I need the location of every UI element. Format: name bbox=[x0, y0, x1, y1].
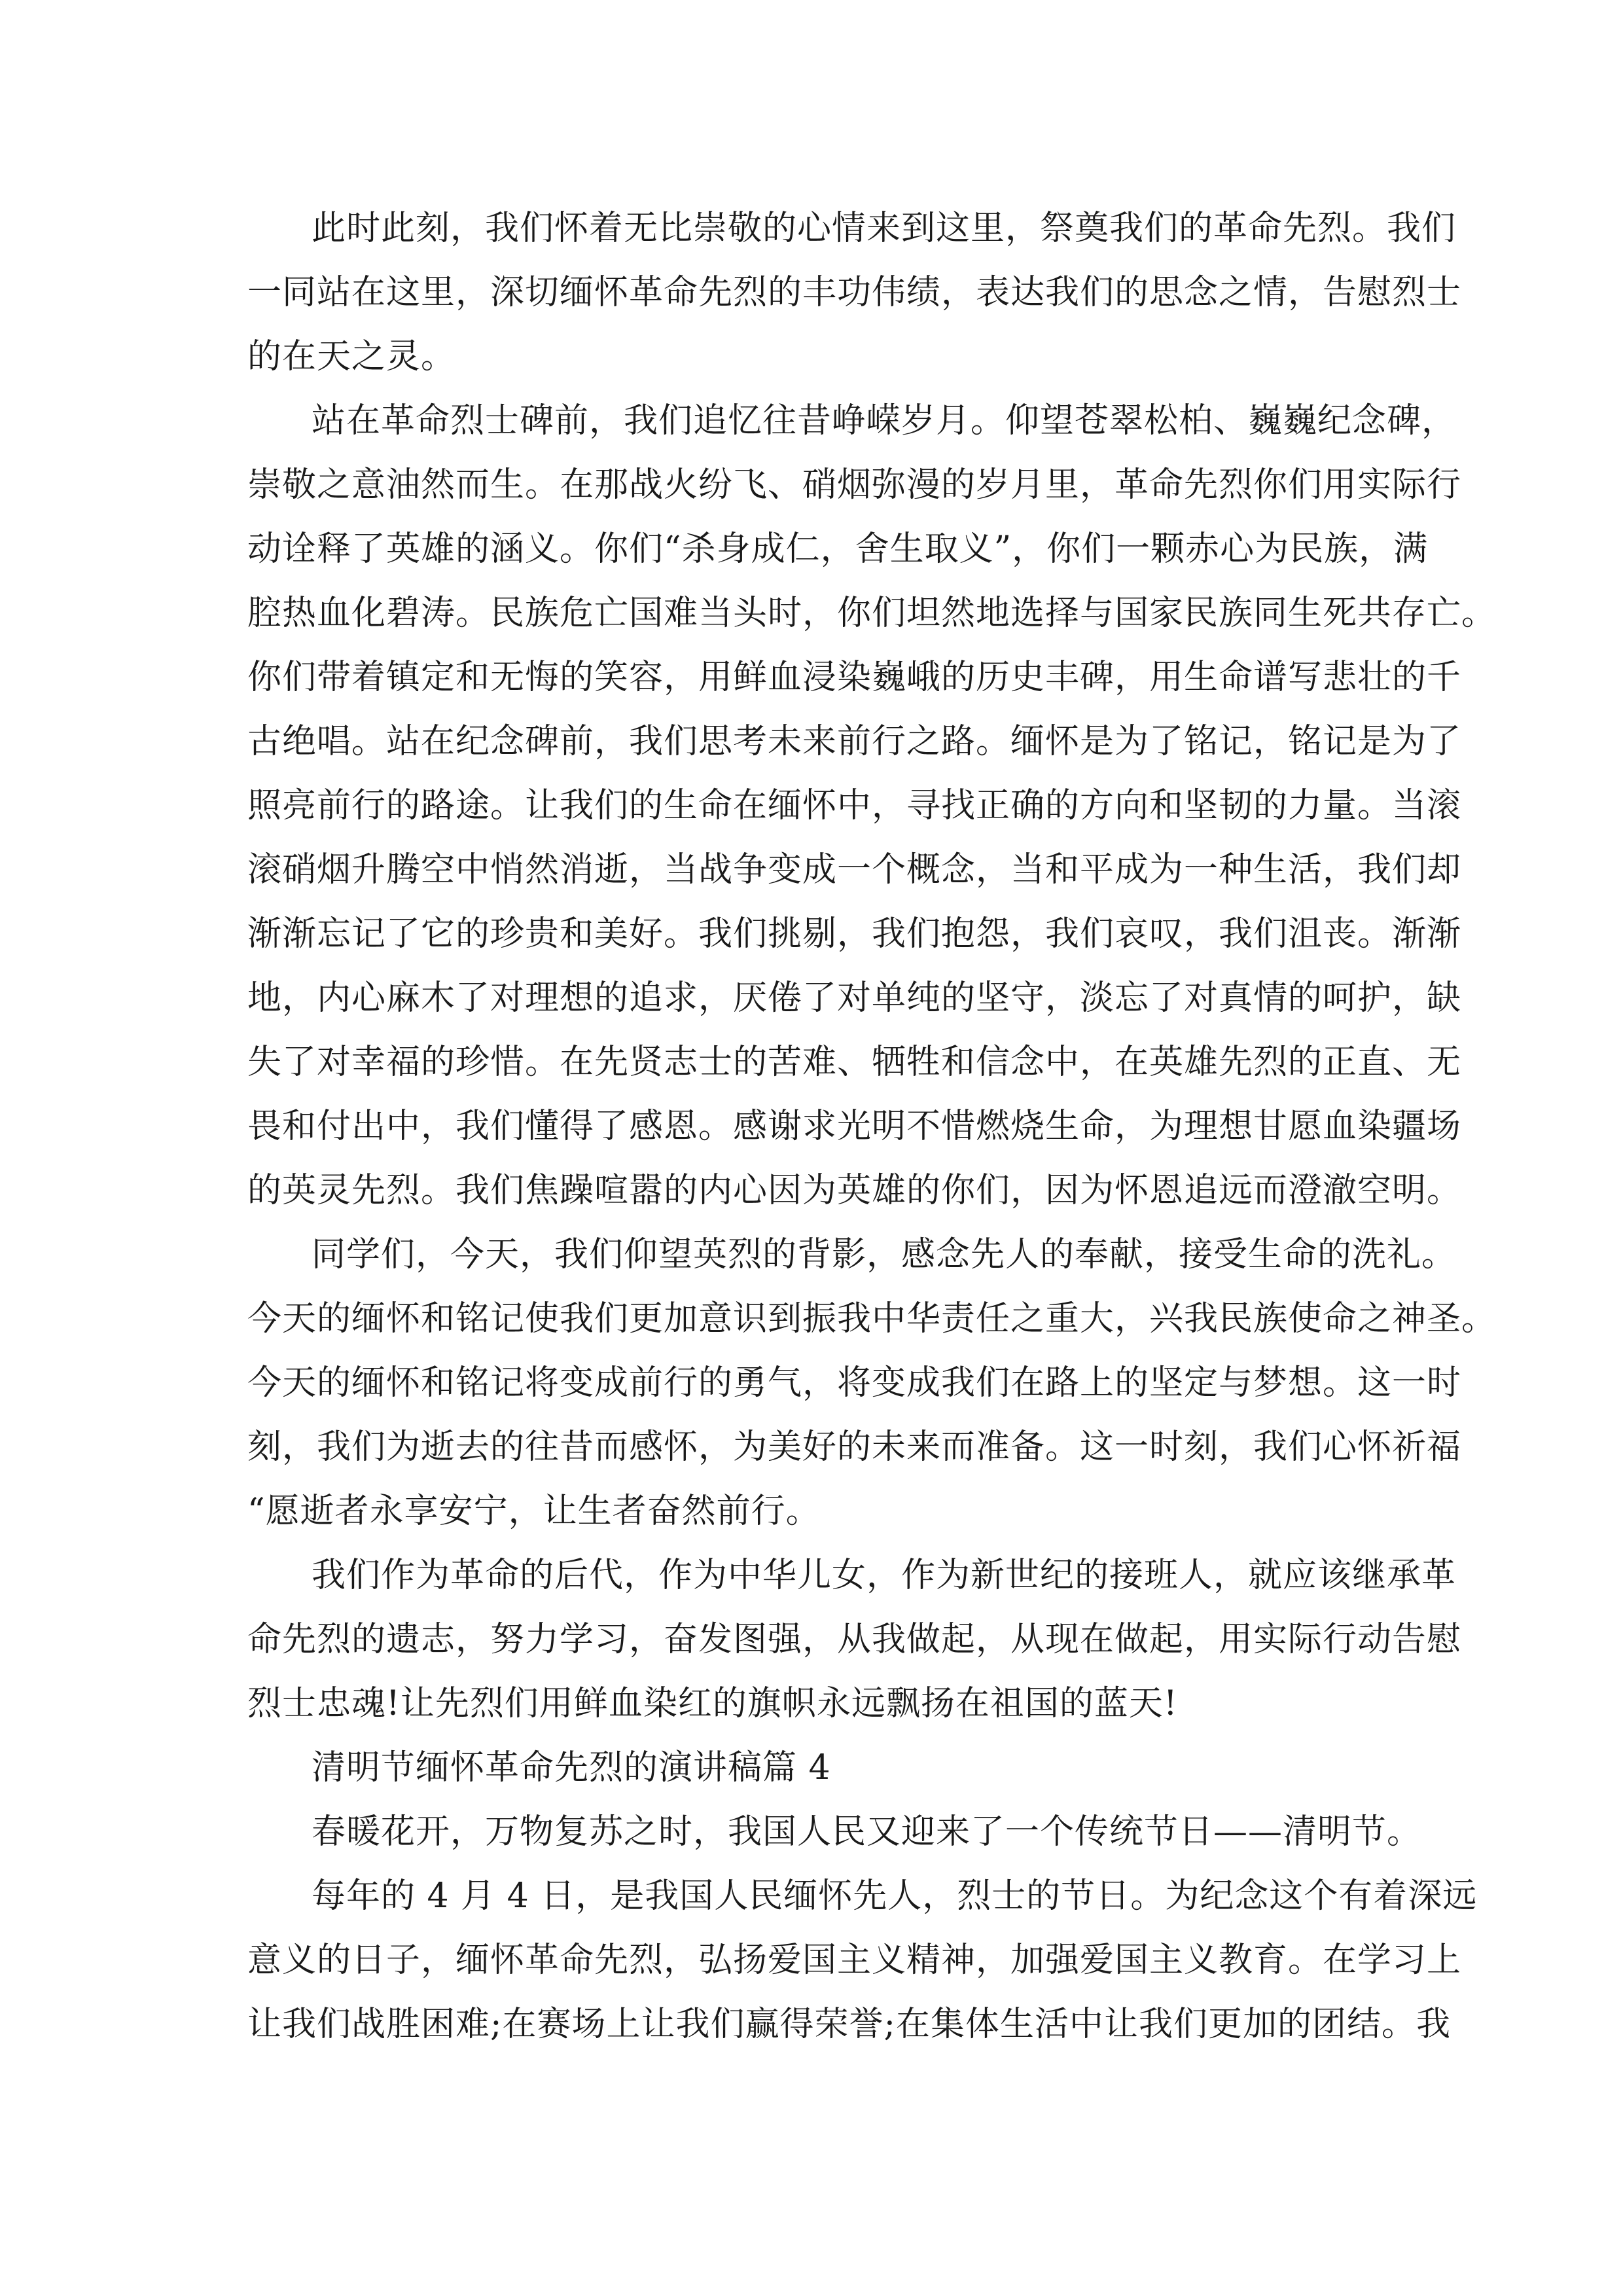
text-line: 让我们战胜困难;在赛场上让我们赢得荣誉;在集体生活中让我们更加的团结。我 bbox=[247, 2005, 1452, 2044]
text-line: 一同站在这里，深切缅怀革命先烈的丰功伟绩，表达我们的思念之情，告慰烈士 bbox=[247, 273, 1462, 312]
text-line: 刻，我们为逝去的往昔而感怀，为美好的未来而准备。这一时刻，我们心怀祈福 bbox=[247, 1427, 1462, 1467]
paragraph bbox=[247, 1800, 1422, 1864]
text-line: 地，内心麻木了对理想的追求，厌倦了对单纯的坚守，淡忘了对真情的呵护，缺 bbox=[247, 978, 1462, 1018]
paragraph bbox=[247, 389, 1497, 1223]
text-line: 今天的缅怀和铭记使我们更加意识到振我中华责任之重大，兴我民族使命之神圣。 bbox=[247, 1299, 1497, 1338]
text-line: 每年的 4 月 4 日，是我国人民缅怀先人，烈士的节日。为纪念这个有着深远 bbox=[312, 1876, 1478, 1916]
text-line: 腔热血化碧涛。民族危亡国难当头时，你们坦然地选择与国家民族同生死共存亡。 bbox=[247, 594, 1497, 633]
text-line: 照亮前行的路途。让我们的生命在缅怀中，寻找正确的方向和坚韧的力量。当滚 bbox=[247, 786, 1462, 825]
text-line: 的英灵先烈。我们焦躁喧嚣的内心因为英雄的你们，因为怀恩追远而澄澈空明。 bbox=[247, 1171, 1462, 1210]
text-line: 同学们，今天，我们仰望英烈的背影，感念先人的奉献，接受生命的洗礼。 bbox=[312, 1235, 1457, 1274]
text-line: 你们带着镇定和无悔的笑容，用鲜血浸染巍峨的历史丰碑，用生命谱写悲壮的千 bbox=[247, 658, 1462, 697]
text-line: 我们作为革命的后代，作为中华儿女，作为新世纪的接班人，就应该继承革 bbox=[312, 1556, 1457, 1595]
text-line: 此时此刻，我们怀着无比崇敬的心情来到这里，祭奠我们的革命先烈。我们 bbox=[312, 209, 1457, 248]
text-line: 今天的缅怀和铭记将变成前行的勇气，将变成我们在路上的坚定与梦想。这一时 bbox=[247, 1363, 1462, 1403]
text-line: 失了对幸福的珍惜。在先贤志士的苦难、牺牲和信念中，在英雄先烈的正直、无 bbox=[247, 1043, 1462, 1082]
text-line: 畏和付出中，我们懂得了感恩。感谢求光明不惜燃烧生命，为理想甘愿血染疆场 bbox=[247, 1107, 1462, 1146]
text-line: 站在革命烈士碑前，我们追忆往昔峥嵘岁月。仰望苍翠松柏、巍巍纪念碑， bbox=[312, 401, 1457, 440]
text-line: 滚硝烟升腾空中悄然消逝，当战争变成一个概念，当和平成为一种生活，我们却 bbox=[247, 850, 1462, 889]
paragraph bbox=[247, 196, 1462, 389]
paragraph bbox=[247, 1223, 1497, 1543]
text-line: 的在天之灵。 bbox=[247, 337, 456, 376]
text-line: 烈士忠魂!让先烈们用鲜血染红的旗帜永远飘扬在祖国的蓝天! bbox=[247, 1684, 1178, 1723]
paragraph bbox=[247, 1543, 1462, 1736]
text-line: 动诠释了英雄的涵义。你们“杀身成仁，舍生取义”，你们一颗赤心为民族，满 bbox=[247, 529, 1429, 569]
paragraph bbox=[247, 1864, 1478, 2056]
text-line: 意义的日子，缅怀革命先烈，弘扬爱国主义精神，加强爱国主义教育。在学习上 bbox=[247, 1941, 1462, 1980]
text-line: 命先烈的遗志，努力学习，奋发图强，从我做起，从现在做起，用实际行动告慰 bbox=[247, 1620, 1462, 1659]
document-body bbox=[247, 196, 1497, 2056]
heading-text: 清明节缅怀革命先烈的演讲稿篇 4 bbox=[312, 1748, 831, 1787]
section-heading bbox=[247, 1736, 1386, 1800]
text-line: 崇敬之意油然而生。在那战火纷飞、硝烟弥漫的岁月里，革命先烈你们用实际行 bbox=[247, 465, 1462, 505]
text-line: 渐渐忘记了它的珍贵和美好。我们挑剔，我们抱怨，我们哀叹，我们沮丧。渐渐 bbox=[247, 914, 1462, 954]
text-line: “愿逝者永享安宁，让生者奋然前行。 bbox=[247, 1492, 821, 1531]
text-line: 春暖花开，万物复苏之时，我国人民又迎来了一个传统节日——清明节。 bbox=[312, 1812, 1422, 1852]
text-line: 古绝唱。站在纪念碑前，我们思考未来前行之路。缅怀是为了铭记，铭记是为了 bbox=[247, 722, 1462, 761]
